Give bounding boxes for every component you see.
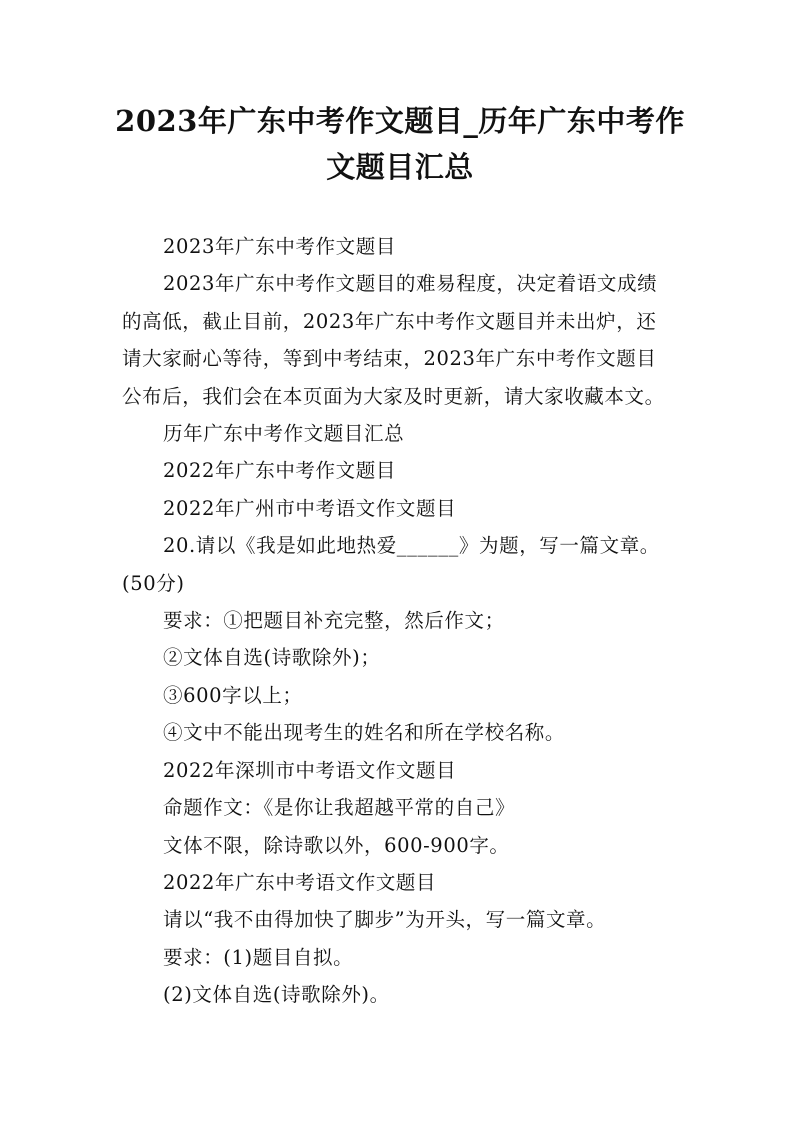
section-heading: 2022年广东中考语文作文题目 [163, 870, 437, 894]
section-heading: 2022年广东中考作文题目 [163, 459, 396, 483]
requirement-line: ④文中不能出现考生的姓名和所在学校名称。 [163, 721, 566, 745]
paragraph-line: 公布后，我们会在本页面为大家及时更新，请大家收藏本文。 [122, 384, 665, 408]
requirement-line: 要求：①把题目补充完整，然后作文； [163, 609, 505, 633]
section-heading: 2022年广州市中考语文作文题目 [163, 496, 457, 520]
section-heading: 2023年广东中考作文题目 [163, 235, 396, 258]
requirement-line: ②文体自选(诗歌除外)； [163, 646, 381, 670]
question-line: (50分) [122, 571, 185, 595]
requirement-line: ③600字以上； [163, 683, 303, 707]
paragraph-line: 的高低，截止目前，2023年广东中考作文题目并未出炉，还 [122, 309, 657, 333]
paragraph-line: 2023年广东中考作文题目的难易程度，决定着语文成绩 [163, 272, 658, 296]
requirement-line: 要求：(1)题目自拟。 [163, 945, 354, 969]
title-line-1: 2023年广东中考作文题目_历年广东中考作 [115, 104, 685, 138]
requirement-line: 文体不限，除诗歌以外，600-900字。 [163, 833, 510, 857]
document-body [122, 228, 684, 1014]
section-heading: 2022年深圳市中考语文作文题目 [163, 758, 457, 782]
question-line: 请以“我不由得加快了脚步”为开头，写一篇文章。 [163, 908, 607, 932]
paragraph-line: 请大家耐心等待，等到中考结束，2023年广东中考作文题目 [122, 347, 657, 371]
requirement-line: (2)文体自选(诗歌除外)。 [163, 983, 390, 1007]
document-title [0, 98, 800, 190]
title-line-2: 文题目汇总 [326, 150, 474, 184]
question-line: 命题作文：《是你让我超越平常的自己》 [163, 796, 516, 820]
question-line: 20.请以《我是如此地热爱______》为题，写一篇文章。 [163, 534, 660, 558]
section-heading: 历年广东中考作文题目汇总 [163, 422, 405, 446]
